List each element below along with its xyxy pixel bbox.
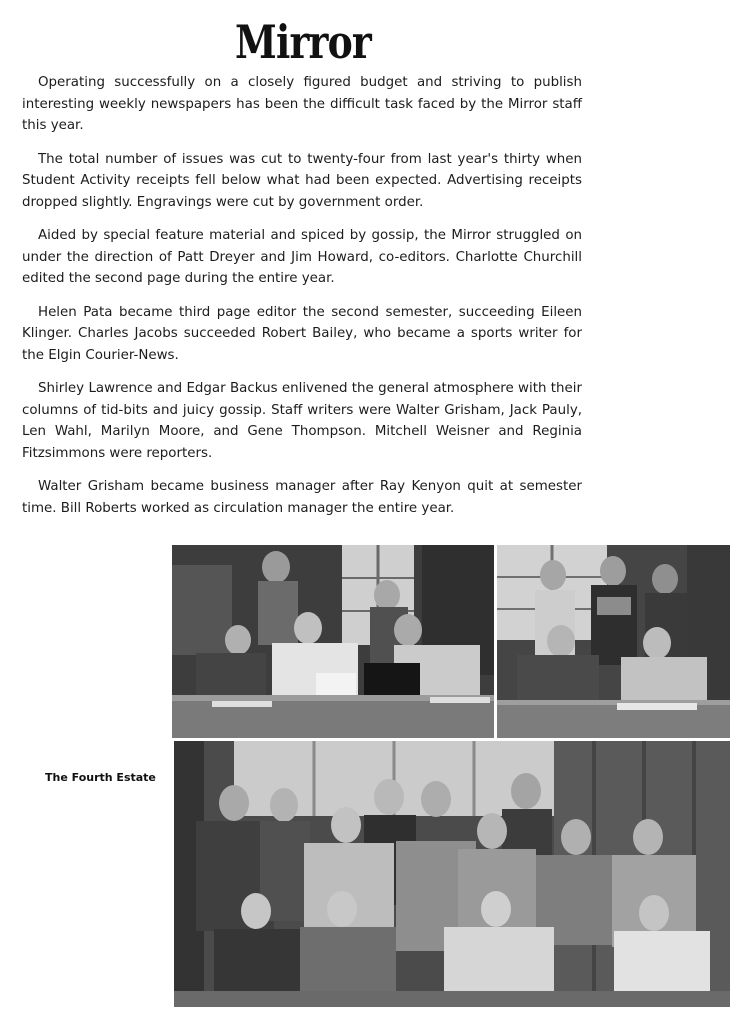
staff-group-photo xyxy=(174,741,730,1007)
photo-caption: The Fourth Estate xyxy=(45,771,156,784)
article-body xyxy=(22,72,582,531)
paragraph-issues: The total number of issues was cut to twenty-four from last year's thirty when Student Activity receipts fell below what had been expected. Advertising receipts dropped slightly. Engravings were cut by government order. xyxy=(22,151,582,210)
paragraph-business: Walter Grisham became business manager after Ray Kenyon quit at semester time. Bill Roberts worked as circulation manager the entire year. xyxy=(22,479,582,516)
staff-at-typewriter-photo xyxy=(172,545,494,738)
paragraph-editors: Aided by special feature material and spiced by gossip, the Mirror struggled on under the direction of Patt Dreyer and Jim Howard, co-editors. Charlotte Churchill edited the second page during the entire year. xyxy=(22,228,582,286)
paragraph-budget: Operating successfully on a closely figured budget and striving to publish interesting weekly newspapers has been the difficult task faced by the Mirror staff this year. xyxy=(22,75,582,133)
staff-reviewing-papers-photo xyxy=(497,545,730,738)
paragraph-page-editors: Helen Pata became third page editor the second semester, succeeding Eileen Klinger. Charles Jacobs succeeded Robert Bailey, who became a sports writer for the Elgin Courier-News. xyxy=(22,304,582,363)
paragraph-columnists: Shirley Lawrence and Edgar Backus enlivened the general atmosphere with their columns of tid-bits and juicy gossip. Staff writers were Walter Grisham, Jack Pauly, Len Wahl, Marilyn Moore, and Gene Thompson. Mitchell Weisner and Reginia Fitzsimmons were reporters. xyxy=(22,381,582,461)
page-title: Mirror xyxy=(235,15,371,69)
